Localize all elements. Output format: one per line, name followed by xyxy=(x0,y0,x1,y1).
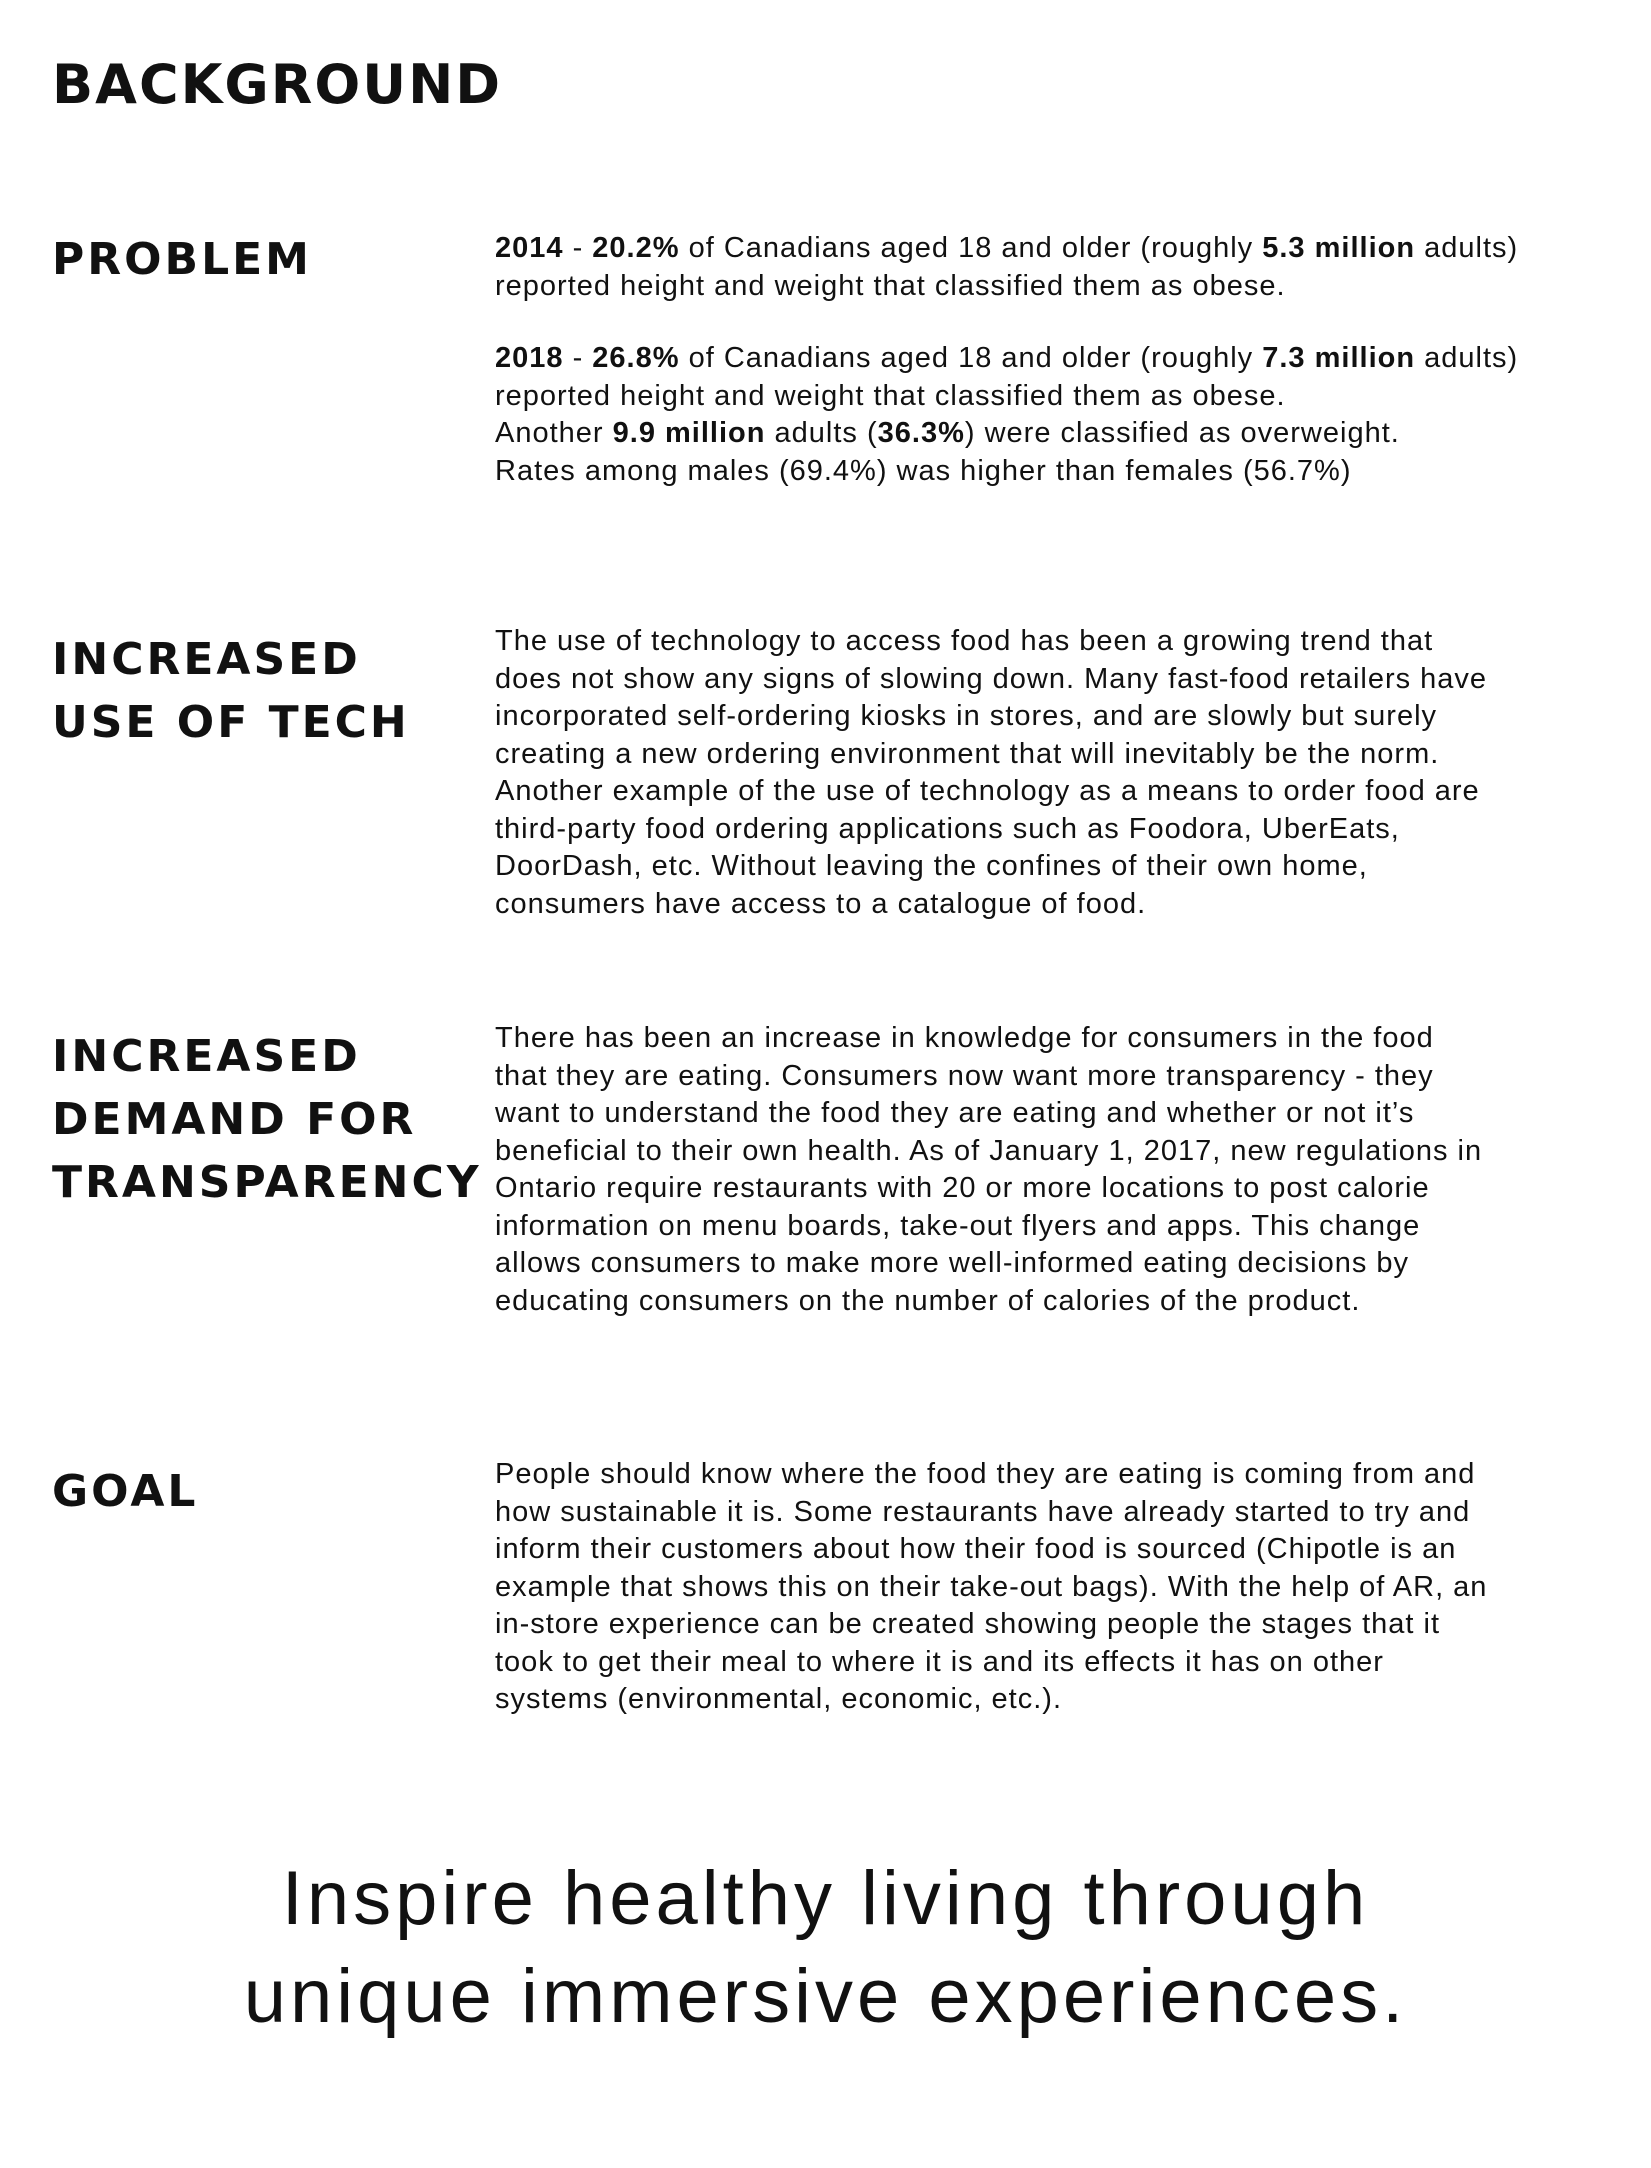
emphasized-text: 2018 xyxy=(495,342,564,374)
text-run: Another example of the use of technology as a means to order food are xyxy=(495,775,1480,807)
section-heading xyxy=(52,628,410,754)
emphasized-text: 2014 xyxy=(495,232,564,264)
paragraph-line xyxy=(495,1245,1625,1283)
paragraph-line xyxy=(495,1569,1625,1607)
emphasized-text: 9.9 million xyxy=(612,417,766,449)
text-run: Another xyxy=(495,417,613,449)
text-run: inform their customers about how their food is sourced (Chipotle is an xyxy=(495,1533,1457,1565)
page-title: BACKGROUND xyxy=(52,53,503,116)
text-run: People should know where the food they are eating is coming from and xyxy=(495,1458,1476,1490)
text-run: third-party food ordering applications such as Foodora, UberEats, xyxy=(495,812,1400,845)
paragraph-line xyxy=(495,1494,1625,1532)
paragraph-line xyxy=(495,1058,1625,1096)
paragraph-line xyxy=(495,378,1625,416)
section-body xyxy=(495,1020,1625,1355)
text-run: in-store experience can be created showing people the stages that it xyxy=(495,1608,1440,1640)
paragraph-line xyxy=(495,340,1625,378)
paragraph-line xyxy=(495,698,1625,736)
text-run: DoorDash, etc. Without leaving the confines of their own home, xyxy=(495,850,1368,882)
text-run: The use of technology to access food has been a growing trend that xyxy=(495,625,1434,657)
emphasized-text: 5.3 million xyxy=(1262,232,1416,264)
section-body xyxy=(495,623,1625,958)
paragraph xyxy=(495,340,1625,490)
paragraph-line xyxy=(495,736,1625,774)
text-run: allows consumers to make more well-informed eating decisions by xyxy=(495,1247,1410,1279)
emphasized-text: 36.3% xyxy=(877,417,965,449)
section-heading xyxy=(52,1460,198,1523)
paragraph xyxy=(495,1456,1625,1719)
section-heading-line: GOAL xyxy=(52,1466,199,1517)
text-run: of Canadians aged 18 and older (roughly xyxy=(679,232,1263,264)
paragraph-line xyxy=(495,1531,1625,1569)
text-run: that they are eating. Consumers now want more transparency - they xyxy=(495,1059,1434,1092)
emphasized-text: 26.8% xyxy=(592,342,680,374)
text-run: - xyxy=(563,232,593,264)
tagline xyxy=(0,1850,1651,2046)
paragraph-line xyxy=(495,773,1625,811)
paragraph xyxy=(495,230,1625,305)
paragraph-line xyxy=(495,453,1625,491)
text-run: creating a new ordering environment that will inevitably be the norm. xyxy=(495,737,1440,770)
tagline-line: Inspire healthy living through xyxy=(281,1856,1370,1941)
paragraph-line xyxy=(495,415,1625,453)
section-heading-line: TRANSPARENCY xyxy=(52,1157,482,1208)
paragraph-line xyxy=(495,1456,1625,1494)
text-run: ) were classified as overweight. xyxy=(964,417,1400,449)
text-run: adults) xyxy=(1415,232,1519,264)
text-run: adults ( xyxy=(765,417,878,449)
paragraph-line xyxy=(495,1133,1625,1171)
text-run: educating consumers on the number of calories of the product. xyxy=(495,1284,1361,1317)
paragraph-line xyxy=(495,848,1625,886)
paragraph-line xyxy=(495,1681,1625,1719)
text-run: incorporated self-ordering kiosks in stores, and are slowly but surely xyxy=(495,700,1438,732)
paragraph-line xyxy=(495,886,1625,924)
text-run: does not show any signs of slowing down. Many fast-food retailers have xyxy=(495,662,1488,695)
text-run: reported height and weight that classified them as obese. xyxy=(495,269,1286,302)
text-run: Ontario require restaurants with 20 or more locations to post calorie xyxy=(495,1172,1430,1204)
tagline-line: unique immersive experiences. xyxy=(243,1954,1408,2039)
text-run: beneficial to their own health. As of January 1, 2017, new regulations in xyxy=(495,1134,1483,1167)
section-heading-line: USE OF TECH xyxy=(52,697,410,748)
paragraph-line xyxy=(495,1283,1625,1321)
paragraph-line xyxy=(495,1095,1625,1133)
text-run: - xyxy=(563,342,593,374)
paragraph xyxy=(495,1020,1625,1320)
paragraph-line xyxy=(495,623,1625,661)
section-heading-line: PROBLEM xyxy=(52,234,312,285)
paragraph-line xyxy=(495,661,1625,699)
paragraph xyxy=(495,623,1625,923)
text-run: reported height and weight that classified them as obese. xyxy=(495,379,1286,412)
paragraph-line xyxy=(495,811,1625,849)
paragraph-line xyxy=(495,1020,1625,1058)
text-run: example that shows this on their take-out bags). With the help of AR, an xyxy=(495,1570,1488,1603)
paragraph-line xyxy=(495,230,1625,268)
section-heading xyxy=(52,228,312,291)
text-run: systems (environmental, economic, etc.). xyxy=(495,1683,1063,1715)
emphasized-text: 7.3 million xyxy=(1262,342,1416,374)
text-run: There has been an increase in knowledge for consumers in the food xyxy=(495,1022,1434,1054)
section-heading-line: INCREASED xyxy=(52,634,361,685)
text-run: information on menu boards, take-out flyers and apps. This change xyxy=(495,1209,1421,1242)
section-heading xyxy=(52,1025,482,1214)
text-run: took to get their meal to where it is and its effects it has on other xyxy=(495,1645,1384,1678)
text-run: of Canadians aged 18 and older (roughly xyxy=(679,342,1263,374)
emphasized-text: 20.2% xyxy=(592,232,680,264)
section-heading-line: DEMAND FOR xyxy=(52,1094,417,1145)
text-run: adults) xyxy=(1415,342,1519,374)
paragraph-line xyxy=(495,1606,1625,1644)
section-body xyxy=(495,230,1625,525)
section-body xyxy=(495,1456,1625,1754)
paragraph-line xyxy=(495,1644,1625,1682)
text-run: consumers have access to a catalogue of food. xyxy=(495,887,1147,920)
text-run: how sustainable it is. Some restaurants have already started to try and xyxy=(495,1495,1471,1528)
paragraph-line xyxy=(495,1208,1625,1246)
text-run: want to understand the food they are eating and whether or not it’s xyxy=(495,1097,1415,1129)
text-run: Rates among males (69.4%) was higher than females (56.7%) xyxy=(495,454,1352,487)
section-heading-line: INCREASED xyxy=(52,1031,361,1082)
paragraph-line xyxy=(495,268,1625,306)
paragraph-line xyxy=(495,1170,1625,1208)
